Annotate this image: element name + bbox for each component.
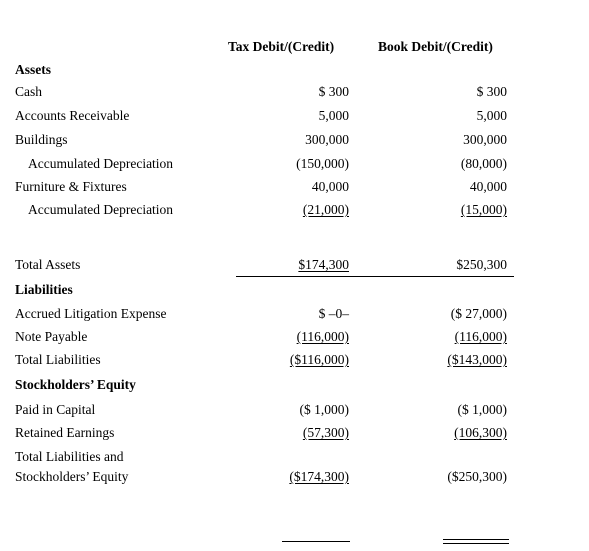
book-value-retained-earnings: (106,300) — [454, 425, 507, 440]
tax-value-furniture-fixtures: 40,000 — [311, 179, 349, 194]
book-value-note-payable: (116,000) — [454, 329, 507, 344]
book-value-accounts-receivable: 5,000 — [476, 108, 507, 123]
row-label-buildings: Buildings — [15, 132, 68, 147]
section-heading-assets: Assets — [15, 62, 51, 77]
row-label-accumulated-depreciation-buildings: Accumulated Depreciation — [28, 156, 174, 171]
book-bottom-double-rule — [443, 539, 509, 544]
tax-value-note-payable: (116,000) — [296, 329, 349, 344]
book-value-cash: $ 300 — [476, 84, 507, 99]
book-value-accumulated-depreciation-furniture: (15,000) — [460, 202, 507, 217]
column-header-tax: Tax Debit/(Credit) — [228, 39, 335, 54]
row-label-total-liabilities-and: Total Liabilities and — [15, 449, 124, 464]
tax-value-retained-earnings: (57,300) — [302, 425, 349, 440]
book-value-accrued-litigation-expense: ($ 27,000) — [450, 306, 507, 321]
tax-value-total-liabilities: ($116,000) — [289, 352, 349, 367]
row-label-furniture-fixtures: Furniture & Fixtures — [15, 179, 127, 194]
row-label-cash: Cash — [15, 84, 42, 99]
book-value-buildings: 300,000 — [463, 132, 507, 147]
row-label-retained-earnings: Retained Earnings — [15, 425, 115, 440]
tax-value-total-assets: $174,300 — [298, 257, 349, 272]
total-assets-rule — [236, 276, 514, 277]
tax-value-accounts-receivable: 5,000 — [318, 108, 349, 123]
section-heading-stockholders-equity: Stockholders’ Equity — [15, 377, 136, 392]
tax-value-buildings: 300,000 — [305, 132, 349, 147]
tax-value-total-liabilities-equity: ($174,300) — [289, 469, 349, 484]
row-label-note-payable: Note Payable — [15, 329, 88, 344]
tax-value-accrued-litigation-expense: $ –0– — [318, 306, 349, 321]
book-value-total-liabilities-equity: ($250,300) — [447, 469, 507, 484]
section-heading-liabilities: Liabilities — [15, 282, 73, 297]
book-value-furniture-fixtures: 40,000 — [469, 179, 507, 194]
tax-value-cash: $ 300 — [318, 84, 349, 99]
row-label-total-assets: Total Assets — [15, 257, 81, 272]
row-label-accounts-receivable: Accounts Receivable — [15, 108, 130, 123]
tax-value-accumulated-depreciation-buildings: (150,000) — [296, 156, 349, 171]
column-header-book: Book Debit/(Credit) — [378, 39, 493, 54]
book-value-accumulated-depreciation-buildings: (80,000) — [460, 156, 507, 171]
tax-value-accumulated-depreciation-furniture: (21,000) — [302, 202, 349, 217]
book-value-paid-in-capital: ($ 1,000) — [457, 402, 507, 417]
row-label-accrued-litigation-expense: Accrued Litigation Expense — [15, 306, 167, 321]
tax-value-paid-in-capital: ($ 1,000) — [299, 402, 349, 417]
tax-bottom-rule — [282, 541, 350, 542]
book-value-total-assets: $250,300 — [456, 257, 507, 272]
row-label-accumulated-depreciation-furniture: Accumulated Depreciation — [28, 202, 174, 217]
book-value-total-liabilities: ($143,000) — [447, 352, 507, 367]
row-label-paid-in-capital: Paid in Capital — [15, 402, 96, 417]
row-label-total-stockholders-equity: Stockholders’ Equity — [15, 469, 129, 484]
row-label-total-liabilities: Total Liabilities — [15, 352, 101, 367]
